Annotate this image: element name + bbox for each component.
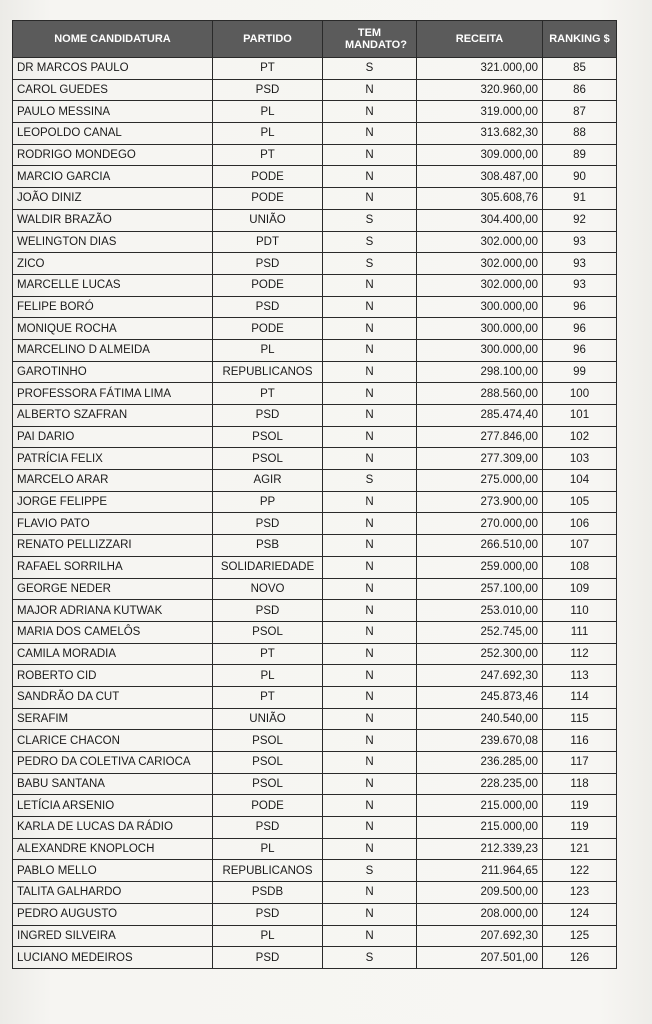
ranking-cell: 113 bbox=[543, 665, 617, 687]
candidate-name-cell: MARCELLE LUCAS bbox=[13, 274, 213, 296]
table-row bbox=[13, 860, 617, 882]
table-row bbox=[13, 947, 617, 969]
revenue-cell: 236.285,00 bbox=[417, 752, 543, 774]
has-mandate-cell: N bbox=[323, 621, 417, 643]
party-cell: PP bbox=[213, 491, 323, 513]
party-cell: PSOL bbox=[213, 621, 323, 643]
candidate-name-cell: PATRÍCIA FELIX bbox=[13, 448, 213, 470]
party-cell: SOLIDARIEDADE bbox=[213, 556, 323, 578]
party-cell: PSD bbox=[213, 405, 323, 427]
revenue-cell: 302.000,00 bbox=[417, 253, 543, 275]
table-row bbox=[13, 578, 617, 600]
candidate-name-cell: RAFAEL SORRILHA bbox=[13, 556, 213, 578]
ranking-cell: 117 bbox=[543, 752, 617, 774]
ranking-cell: 115 bbox=[543, 708, 617, 730]
ranking-cell: 101 bbox=[543, 405, 617, 427]
table-row bbox=[13, 730, 617, 752]
revenue-cell: 277.309,00 bbox=[417, 448, 543, 470]
has-mandate-cell: S bbox=[323, 253, 417, 275]
revenue-cell: 259.000,00 bbox=[417, 556, 543, 578]
ranking-cell: 121 bbox=[543, 838, 617, 860]
has-mandate-cell: N bbox=[323, 817, 417, 839]
ranking-cell: 104 bbox=[543, 470, 617, 492]
table-row bbox=[13, 795, 617, 817]
party-cell: PODE bbox=[213, 188, 323, 210]
has-mandate-cell: N bbox=[323, 166, 417, 188]
revenue-cell: 320.960,00 bbox=[417, 79, 543, 101]
candidate-name-cell: CAROL GUEDES bbox=[13, 79, 213, 101]
has-mandate-cell: N bbox=[323, 296, 417, 318]
party-cell: PSD bbox=[213, 903, 323, 925]
revenue-cell: 313.682,30 bbox=[417, 123, 543, 145]
ranking-cell: 93 bbox=[543, 231, 617, 253]
revenue-cell: 277.846,00 bbox=[417, 426, 543, 448]
revenue-cell: 211.964,65 bbox=[417, 860, 543, 882]
party-cell: PSOL bbox=[213, 448, 323, 470]
candidate-name-cell: PAI DARIO bbox=[13, 426, 213, 448]
table-header-row bbox=[13, 21, 617, 58]
party-cell: PODE bbox=[213, 166, 323, 188]
revenue-cell: 209.500,00 bbox=[417, 882, 543, 904]
candidate-name-cell: WALDIR BRAZÃO bbox=[13, 209, 213, 231]
table-row bbox=[13, 123, 617, 145]
has-mandate-cell: N bbox=[323, 79, 417, 101]
ranking-cell: 114 bbox=[543, 686, 617, 708]
ranking-cell: 103 bbox=[543, 448, 617, 470]
table-row bbox=[13, 470, 617, 492]
candidate-name-cell: RENATO PELLIZZARI bbox=[13, 535, 213, 557]
table-row bbox=[13, 448, 617, 470]
table-row bbox=[13, 274, 617, 296]
table-row bbox=[13, 817, 617, 839]
candidate-name-cell: WELINGTON DIAS bbox=[13, 231, 213, 253]
table-row bbox=[13, 188, 617, 210]
revenue-cell: 208.000,00 bbox=[417, 903, 543, 925]
revenue-cell: 308.487,00 bbox=[417, 166, 543, 188]
candidate-name-cell: ROBERTO CID bbox=[13, 665, 213, 687]
ranking-cell: 111 bbox=[543, 621, 617, 643]
revenue-cell: 273.900,00 bbox=[417, 491, 543, 513]
ranking-cell: 108 bbox=[543, 556, 617, 578]
candidate-name-cell: LEOPOLDO CANAL bbox=[13, 123, 213, 145]
ranking-cell: 122 bbox=[543, 860, 617, 882]
revenue-cell: 239.670,08 bbox=[417, 730, 543, 752]
party-cell: PT bbox=[213, 643, 323, 665]
revenue-cell: 300.000,00 bbox=[417, 296, 543, 318]
table-row bbox=[13, 535, 617, 557]
has-mandate-cell: S bbox=[323, 58, 417, 80]
has-mandate-cell: N bbox=[323, 708, 417, 730]
party-cell: PL bbox=[213, 665, 323, 687]
ranking-cell: 90 bbox=[543, 166, 617, 188]
candidate-name-cell: ALEXANDRE KNOPLOCH bbox=[13, 838, 213, 860]
party-cell: PSOL bbox=[213, 752, 323, 774]
has-mandate-cell: N bbox=[323, 773, 417, 795]
revenue-cell: 252.745,00 bbox=[417, 621, 543, 643]
has-mandate-cell: N bbox=[323, 795, 417, 817]
has-mandate-cell: N bbox=[323, 665, 417, 687]
candidate-name-cell: DR MARCOS PAULO bbox=[13, 58, 213, 80]
party-cell: PSOL bbox=[213, 426, 323, 448]
revenue-cell: 321.000,00 bbox=[417, 58, 543, 80]
table-row bbox=[13, 621, 617, 643]
candidate-revenue-table bbox=[12, 20, 617, 969]
ranking-cell: 88 bbox=[543, 123, 617, 145]
header-mandate: TEM MANDATO? bbox=[323, 21, 417, 58]
table-row bbox=[13, 752, 617, 774]
table-row bbox=[13, 209, 617, 231]
table-row bbox=[13, 882, 617, 904]
party-cell: PDT bbox=[213, 231, 323, 253]
has-mandate-cell: S bbox=[323, 470, 417, 492]
table-row bbox=[13, 405, 617, 427]
has-mandate-cell: N bbox=[323, 513, 417, 535]
revenue-cell: 228.235,00 bbox=[417, 773, 543, 795]
candidate-name-cell: SERAFIM bbox=[13, 708, 213, 730]
party-cell: AGIR bbox=[213, 470, 323, 492]
ranking-cell: 119 bbox=[543, 817, 617, 839]
ranking-cell: 116 bbox=[543, 730, 617, 752]
has-mandate-cell: S bbox=[323, 860, 417, 882]
revenue-cell: 319.000,00 bbox=[417, 101, 543, 123]
candidate-name-cell: PROFESSORA FÁTIMA LIMA bbox=[13, 383, 213, 405]
ranking-cell: 110 bbox=[543, 600, 617, 622]
header-party: PARTIDO bbox=[213, 21, 323, 58]
table-row bbox=[13, 773, 617, 795]
table-row bbox=[13, 903, 617, 925]
revenue-cell: 302.000,00 bbox=[417, 231, 543, 253]
header-ranking: RANKING $ bbox=[543, 21, 617, 58]
header-revenue: RECEITA bbox=[417, 21, 543, 58]
ranking-cell: 126 bbox=[543, 947, 617, 969]
table-row bbox=[13, 838, 617, 860]
party-cell: PODE bbox=[213, 274, 323, 296]
ranking-cell: 112 bbox=[543, 643, 617, 665]
candidate-name-cell: GEORGE NEDER bbox=[13, 578, 213, 600]
candidate-name-cell: MARIA DOS CAMELÔS bbox=[13, 621, 213, 643]
candidate-name-cell: CAMILA MORADIA bbox=[13, 643, 213, 665]
table-row bbox=[13, 58, 617, 80]
candidate-name-cell: KARLA DE LUCAS DA RÁDIO bbox=[13, 817, 213, 839]
candidate-name-cell: PEDRO DA COLETIVA CARIOCA bbox=[13, 752, 213, 774]
table-row bbox=[13, 231, 617, 253]
party-cell: PT bbox=[213, 58, 323, 80]
revenue-cell: 300.000,00 bbox=[417, 339, 543, 361]
table-row bbox=[13, 686, 617, 708]
ranking-cell: 92 bbox=[543, 209, 617, 231]
candidate-name-cell: ZICO bbox=[13, 253, 213, 275]
party-cell: PSD bbox=[213, 513, 323, 535]
has-mandate-cell: N bbox=[323, 448, 417, 470]
has-mandate-cell: N bbox=[323, 925, 417, 947]
revenue-cell: 304.400,00 bbox=[417, 209, 543, 231]
ranking-cell: 99 bbox=[543, 361, 617, 383]
table-row bbox=[13, 253, 617, 275]
ranking-cell: 123 bbox=[543, 882, 617, 904]
party-cell: PSD bbox=[213, 600, 323, 622]
revenue-cell: 275.000,00 bbox=[417, 470, 543, 492]
revenue-cell: 247.692,30 bbox=[417, 665, 543, 687]
table-row bbox=[13, 600, 617, 622]
revenue-cell: 207.501,00 bbox=[417, 947, 543, 969]
table-row bbox=[13, 361, 617, 383]
has-mandate-cell: N bbox=[323, 903, 417, 925]
has-mandate-cell: S bbox=[323, 947, 417, 969]
candidate-name-cell: FELIPE BORÓ bbox=[13, 296, 213, 318]
candidate-name-cell: MARCELINO D ALMEIDA bbox=[13, 339, 213, 361]
party-cell: PODE bbox=[213, 795, 323, 817]
candidate-name-cell: MARCIO GARCIA bbox=[13, 166, 213, 188]
has-mandate-cell: N bbox=[323, 426, 417, 448]
revenue-cell: 207.692,30 bbox=[417, 925, 543, 947]
ranking-cell: 93 bbox=[543, 253, 617, 275]
party-cell: UNIÃO bbox=[213, 708, 323, 730]
table-row bbox=[13, 556, 617, 578]
table-row bbox=[13, 166, 617, 188]
has-mandate-cell: N bbox=[323, 535, 417, 557]
has-mandate-cell: N bbox=[323, 838, 417, 860]
party-cell: UNIÃO bbox=[213, 209, 323, 231]
ranking-cell: 119 bbox=[543, 795, 617, 817]
party-cell: PL bbox=[213, 838, 323, 860]
candidate-name-cell: CLARICE CHACON bbox=[13, 730, 213, 752]
party-cell: REPUBLICANOS bbox=[213, 361, 323, 383]
candidate-name-cell: ALBERTO SZAFRAN bbox=[13, 405, 213, 427]
has-mandate-cell: N bbox=[323, 361, 417, 383]
revenue-cell: 266.510,00 bbox=[417, 535, 543, 557]
table-row bbox=[13, 491, 617, 513]
party-cell: PODE bbox=[213, 318, 323, 340]
party-cell: PL bbox=[213, 101, 323, 123]
table-row bbox=[13, 79, 617, 101]
has-mandate-cell: S bbox=[323, 209, 417, 231]
has-mandate-cell: N bbox=[323, 730, 417, 752]
table-row bbox=[13, 318, 617, 340]
revenue-cell: 215.000,00 bbox=[417, 795, 543, 817]
revenue-cell: 285.474,40 bbox=[417, 405, 543, 427]
revenue-cell: 309.000,00 bbox=[417, 144, 543, 166]
candidate-name-cell: TALITA GALHARDO bbox=[13, 882, 213, 904]
party-cell: PL bbox=[213, 339, 323, 361]
party-cell: PT bbox=[213, 144, 323, 166]
has-mandate-cell: N bbox=[323, 491, 417, 513]
party-cell: PSD bbox=[213, 947, 323, 969]
party-cell: PSOL bbox=[213, 773, 323, 795]
has-mandate-cell: N bbox=[323, 882, 417, 904]
ranking-cell: 96 bbox=[543, 339, 617, 361]
candidate-name-cell: FLAVIO PATO bbox=[13, 513, 213, 535]
ranking-cell: 96 bbox=[543, 318, 617, 340]
revenue-cell: 298.100,00 bbox=[417, 361, 543, 383]
revenue-cell: 288.560,00 bbox=[417, 383, 543, 405]
has-mandate-cell: N bbox=[323, 274, 417, 296]
has-mandate-cell: N bbox=[323, 405, 417, 427]
candidate-name-cell: INGRED SILVEIRA bbox=[13, 925, 213, 947]
table-row bbox=[13, 426, 617, 448]
ranking-cell: 124 bbox=[543, 903, 617, 925]
table-row bbox=[13, 383, 617, 405]
ranking-cell: 87 bbox=[543, 101, 617, 123]
revenue-cell: 253.010,00 bbox=[417, 600, 543, 622]
revenue-cell: 305.608,76 bbox=[417, 188, 543, 210]
table-row bbox=[13, 339, 617, 361]
table-body bbox=[13, 58, 617, 969]
party-cell: REPUBLICANOS bbox=[213, 860, 323, 882]
ranking-cell: 106 bbox=[543, 513, 617, 535]
ranking-cell: 118 bbox=[543, 773, 617, 795]
has-mandate-cell: N bbox=[323, 383, 417, 405]
ranking-cell: 107 bbox=[543, 535, 617, 557]
has-mandate-cell: N bbox=[323, 339, 417, 361]
ranking-cell: 125 bbox=[543, 925, 617, 947]
ranking-cell: 100 bbox=[543, 383, 617, 405]
table-row bbox=[13, 101, 617, 123]
candidate-name-cell: MAJOR ADRIANA KUTWAK bbox=[13, 600, 213, 622]
has-mandate-cell: N bbox=[323, 752, 417, 774]
revenue-cell: 245.873,46 bbox=[417, 686, 543, 708]
party-cell: PSOL bbox=[213, 730, 323, 752]
ranking-cell: 93 bbox=[543, 274, 617, 296]
candidate-name-cell: PABLO MELLO bbox=[13, 860, 213, 882]
candidate-name-cell: JORGE FELIPPE bbox=[13, 491, 213, 513]
has-mandate-cell: N bbox=[323, 318, 417, 340]
has-mandate-cell: N bbox=[323, 578, 417, 600]
has-mandate-cell: N bbox=[323, 686, 417, 708]
has-mandate-cell: N bbox=[323, 600, 417, 622]
table-row bbox=[13, 643, 617, 665]
candidate-name-cell: BABU SANTANA bbox=[13, 773, 213, 795]
party-cell: PT bbox=[213, 686, 323, 708]
ranking-cell: 91 bbox=[543, 188, 617, 210]
revenue-cell: 302.000,00 bbox=[417, 274, 543, 296]
has-mandate-cell: N bbox=[323, 643, 417, 665]
ranking-cell: 96 bbox=[543, 296, 617, 318]
party-cell: PSB bbox=[213, 535, 323, 557]
revenue-cell: 257.100,00 bbox=[417, 578, 543, 600]
table-row bbox=[13, 296, 617, 318]
ranking-cell: 89 bbox=[543, 144, 617, 166]
header-name: NOME CANDIDATURA bbox=[13, 21, 213, 58]
ranking-cell: 86 bbox=[543, 79, 617, 101]
ranking-cell: 109 bbox=[543, 578, 617, 600]
candidate-name-cell: LUCIANO MEDEIROS bbox=[13, 947, 213, 969]
has-mandate-cell: N bbox=[323, 188, 417, 210]
candidate-name-cell: MARCELO ARAR bbox=[13, 470, 213, 492]
party-cell: PSD bbox=[213, 253, 323, 275]
party-cell: PSD bbox=[213, 79, 323, 101]
revenue-cell: 300.000,00 bbox=[417, 318, 543, 340]
party-cell: NOVO bbox=[213, 578, 323, 600]
candidate-name-cell: LETÍCIA ARSENIO bbox=[13, 795, 213, 817]
candidate-name-cell: MONIQUE ROCHA bbox=[13, 318, 213, 340]
party-cell: PT bbox=[213, 383, 323, 405]
candidate-name-cell: JOÃO DINIZ bbox=[13, 188, 213, 210]
party-cell: PSD bbox=[213, 296, 323, 318]
ranking-cell: 102 bbox=[543, 426, 617, 448]
has-mandate-cell: S bbox=[323, 231, 417, 253]
has-mandate-cell: N bbox=[323, 556, 417, 578]
has-mandate-cell: N bbox=[323, 101, 417, 123]
has-mandate-cell: N bbox=[323, 123, 417, 145]
table-row bbox=[13, 144, 617, 166]
table-row bbox=[13, 665, 617, 687]
table-row bbox=[13, 925, 617, 947]
revenue-cell: 212.339,23 bbox=[417, 838, 543, 860]
candidate-name-cell: SANDRÃO DA CUT bbox=[13, 686, 213, 708]
has-mandate-cell: N bbox=[323, 144, 417, 166]
table-row bbox=[13, 513, 617, 535]
candidate-name-cell: PAULO MESSINA bbox=[13, 101, 213, 123]
party-cell: PL bbox=[213, 123, 323, 145]
revenue-cell: 215.000,00 bbox=[417, 817, 543, 839]
revenue-cell: 240.540,00 bbox=[417, 708, 543, 730]
party-cell: PSDB bbox=[213, 882, 323, 904]
revenue-cell: 270.000,00 bbox=[417, 513, 543, 535]
ranking-cell: 85 bbox=[543, 58, 617, 80]
party-cell: PSD bbox=[213, 817, 323, 839]
candidate-name-cell: RODRIGO MONDEGO bbox=[13, 144, 213, 166]
candidate-name-cell: GAROTINHO bbox=[13, 361, 213, 383]
party-cell: PL bbox=[213, 925, 323, 947]
ranking-cell: 105 bbox=[543, 491, 617, 513]
table-row bbox=[13, 708, 617, 730]
revenue-cell: 252.300,00 bbox=[417, 643, 543, 665]
candidate-name-cell: PEDRO AUGUSTO bbox=[13, 903, 213, 925]
